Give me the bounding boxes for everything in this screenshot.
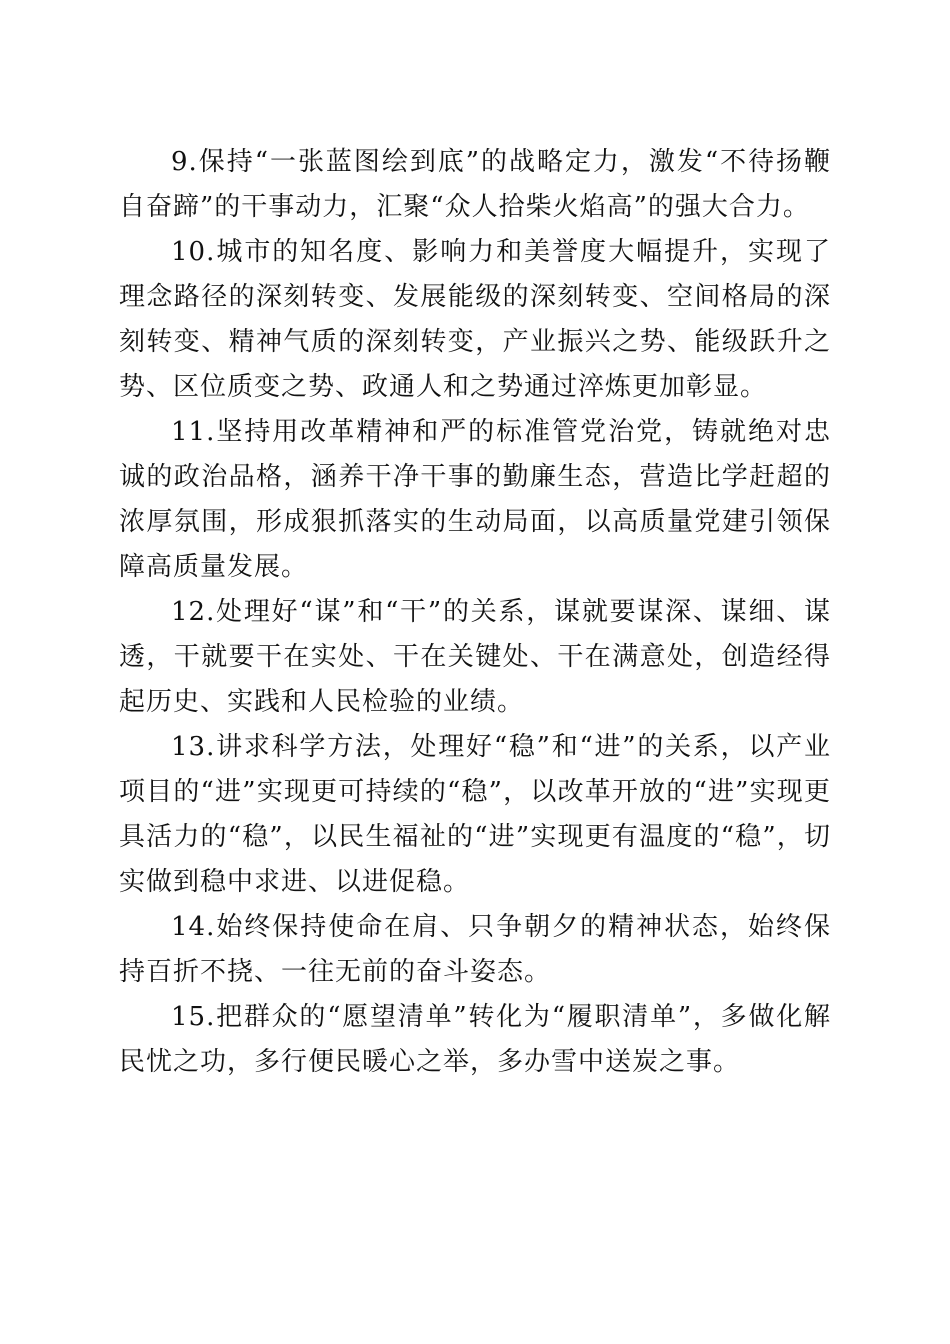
paragraph-15: 15.把群众的“愿望清单”转化为“履职清单”，多做化解民忧之功，多行便民暖心之举，多办雪中送炭之事。 [119, 1002, 831, 1077]
paragraph-14: 14.始终保持使命在肩、只争朝夕的精神状态，始终保持百折不挠、一往无前的奋斗姿态。 [119, 912, 831, 987]
paragraph-13: 13.讲求科学方法，处理好“稳”和“进”的关系，以产业项目的“进”实现更可持续的“稳”，以改革开放的“进”实现更具活力的“稳”，以民生福祉的“进”实现更有温度的“稳”，切实做到稳中求进、以进促稳。 [119, 732, 831, 897]
paragraph-12: 12.处理好“谋”和“干”的关系，谋就要谋深、谋细、谋透，干就要干在实处、干在关键处、干在满意处，创造经得起历史、实践和人民检验的业绩。 [119, 597, 831, 717]
paragraph-11: 11.坚持用改革精神和严的标准管党治党，铸就绝对忠诚的政治品格，涵养干净干事的勤廉生态，营造比学赶超的浓厚氛围，形成狠抓落实的生动局面，以高质量党建引领保障高质量发展。 [119, 417, 831, 582]
paragraph-9: 9.保持“一张蓝图绘到底”的战略定力，激发“不待扬鞭自奋蹄”的干事动力，汇聚“众人拾柴火焰高”的强大合力。 [119, 147, 831, 222]
document-body [119, 140, 831, 1085]
paragraph-10: 10.城市的知名度、影响力和美誉度大幅提升，实现了理念路径的深刻转变、发展能级的深刻转变、空间格局的深刻转变、精神气质的深刻转变，产业振兴之势、能级跃升之势、区位质变之势、政通人和之势通过淬炼更加彰显。 [119, 237, 831, 402]
